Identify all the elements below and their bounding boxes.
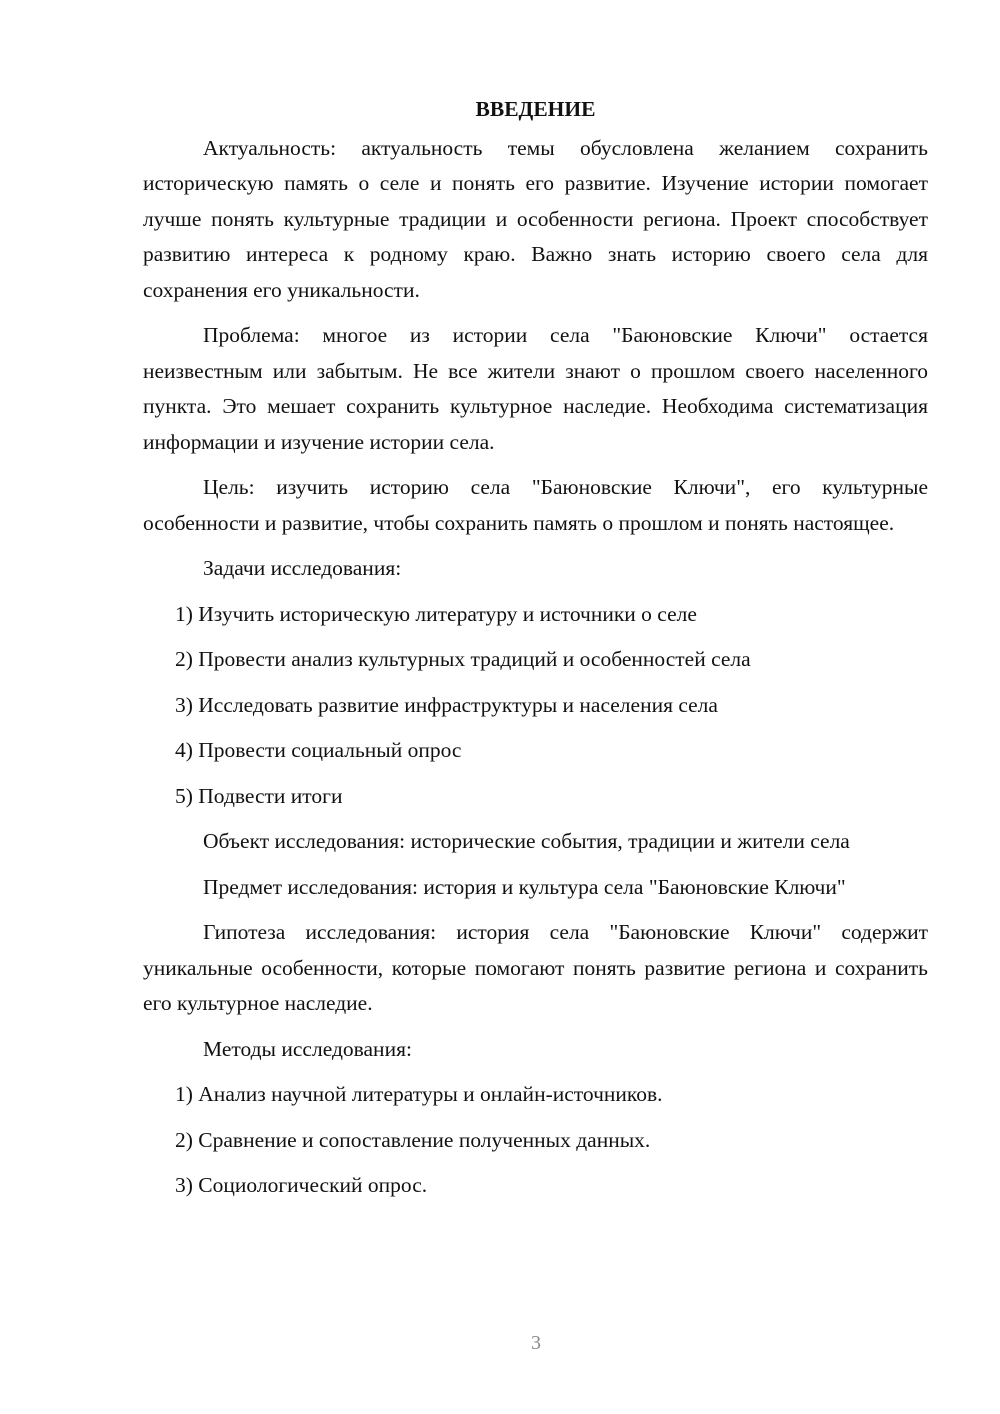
hypothesis-paragraph: Гипотеза исследования: история села "Баюновские Ключи" содержит уникальные особенности, которые помогают понять развитие региона и сохранить его культурное наследие.: [143, 920, 928, 1015]
list-item: 2) Сравнение и сопоставление полученных данных.: [175, 1127, 651, 1152]
goal-paragraph: Цель: изучить историю села "Баюновские Ключи", его культурные особенности и развитие, чтобы сохранить память о прошлом и понять настоящее.: [143, 475, 928, 535]
subject-paragraph: Предмет исследования: история и культура села "Баюновские Ключи": [203, 874, 846, 899]
list-item: 2) Провести анализ культурных традиций и особенностей села: [175, 647, 751, 671]
methods-list: [143, 1077, 928, 1204]
page-title: ВВЕДЕНИЕ: [475, 97, 596, 121]
tasks-list: [143, 597, 928, 815]
list-item: 1) Анализ научной литературы и онлайн-источников.: [175, 1082, 663, 1106]
list-item: 3) Социологический опрос.: [175, 1173, 428, 1197]
list-item: 1) Изучить историческую литературу и источники о селе: [175, 601, 697, 626]
methods-heading: Методы исследования:: [203, 1036, 412, 1061]
problem-paragraph: Проблема: многое из истории села "Баюновские Ключи" остается неизвестным или забытым. Не все жители знают о прошлом своего населенного пункта. Это мешает сохранить культурное наследие. Необходима систематизация информации и изучение истории села.: [143, 323, 928, 454]
page-number: 3: [531, 1332, 541, 1354]
list-item: 5) Подвести итоги: [175, 783, 343, 808]
actuality-paragraph: Актуальность: актуальность темы обусловлена желанием сохранить историческую память о селе и понять его развитие. Изучение истории помогает лучше понять культурные традиции и особенности региона. Проект способствует развитию интереса к родному краю. Важно знать историю своего села для сохранения его уникальности.: [143, 135, 928, 302]
list-item: 4) Провести социальный опрос: [175, 738, 462, 762]
object-paragraph: Объект исследования: исторические события, традиции и жители села: [203, 829, 850, 853]
tasks-heading: Задачи исследования:: [203, 556, 402, 580]
list-item: 3) Исследовать развитие инфраструктуры и населения села: [175, 692, 718, 717]
page-content: [143, 92, 928, 1214]
